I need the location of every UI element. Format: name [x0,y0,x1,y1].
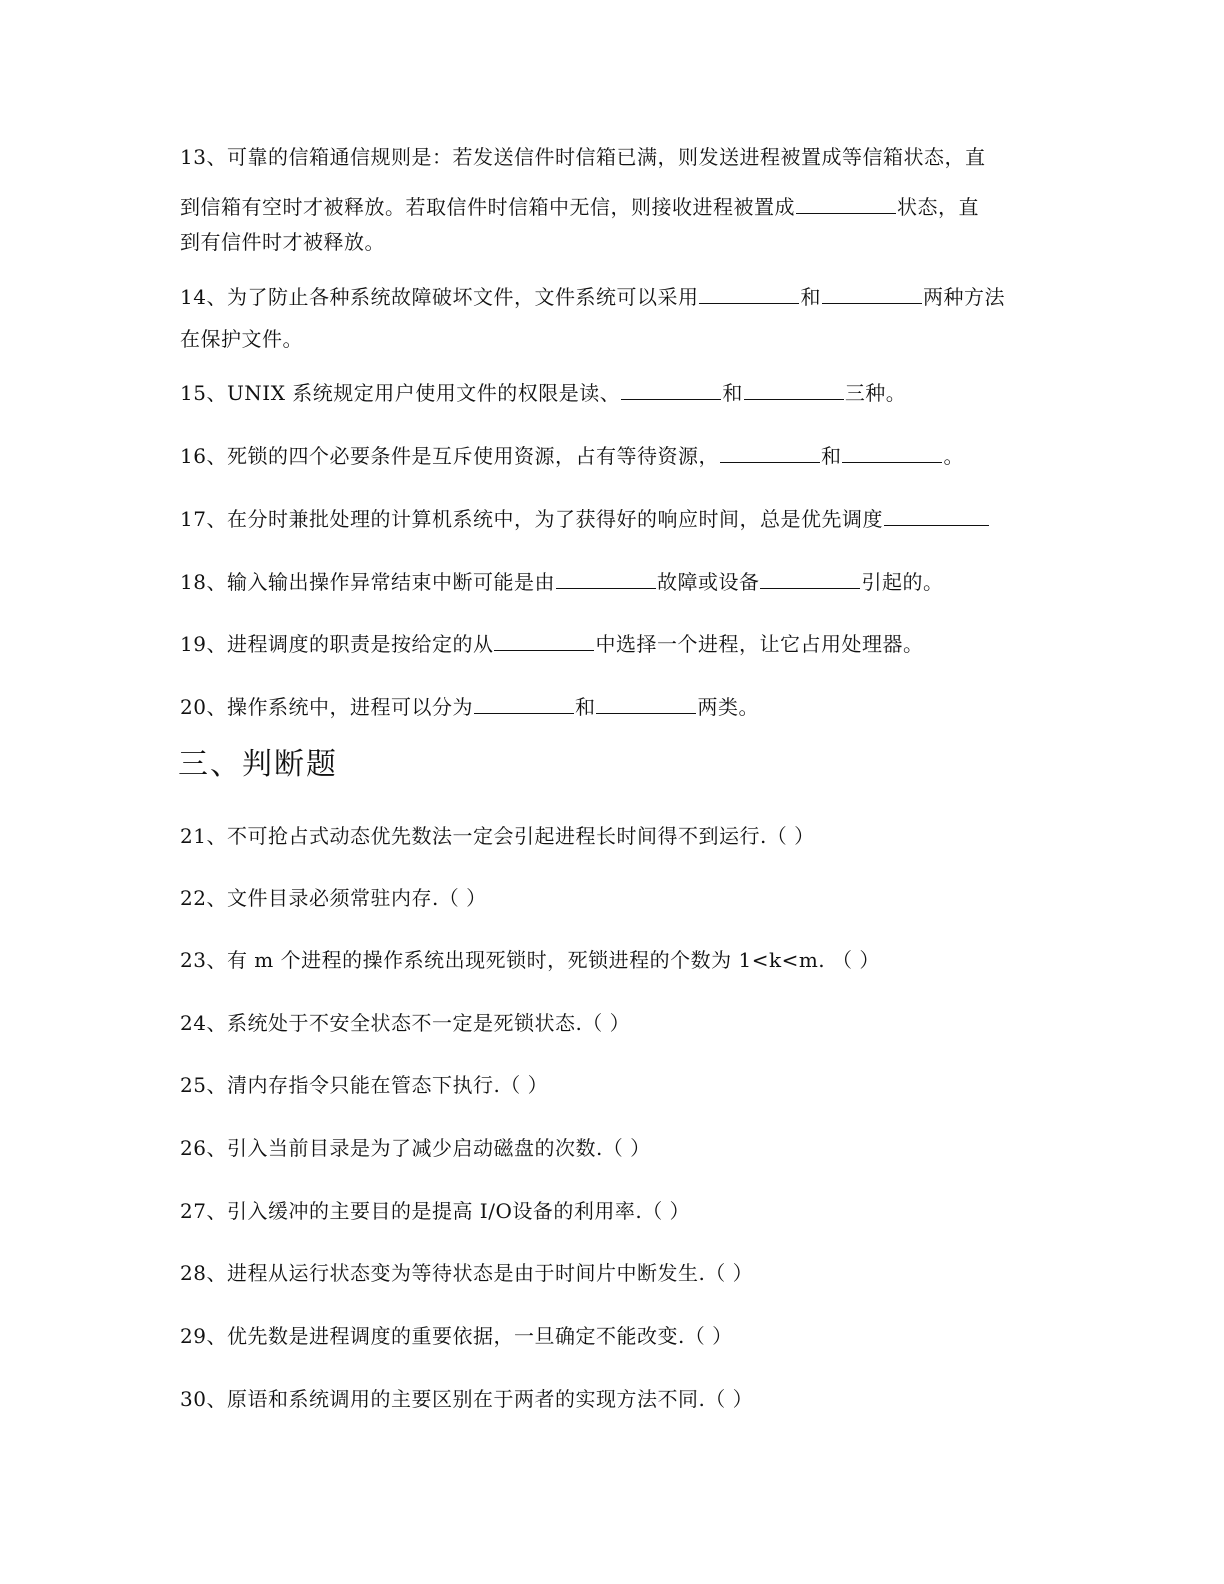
answer-blank[interactable] [621,377,721,400]
question-20 [180,691,759,721]
question-14-text-b: 和 [800,285,821,309]
question-17 [180,503,990,533]
answer-blank[interactable] [842,440,942,463]
question-20-text-b: 和 [574,695,596,719]
question-18-text-a: 18、输入输出操作异常结束中断可能是由 [180,570,555,594]
question-22: 22、文件目录必须常驻内存.（ ） [180,886,487,910]
question-13-text-3: 到有信件时才被释放。 [180,230,385,254]
answer-blank[interactable] [474,691,574,714]
question-18 [180,566,943,596]
answer-blank[interactable] [884,503,989,526]
question-29: 29、优先数是进程调度的重要依据，一旦确定不能改变.（ ） [180,1324,733,1348]
question-21: 21、不可抢占式动态优先数法一定会引起进程长时间得不到运行.（ ） [180,824,815,848]
answer-blank[interactable] [494,628,594,651]
question-13-text-2a: 到信箱有空时才被释放。若取信件时信箱中无信，则接收进程被置成 [180,195,795,219]
answer-blank[interactable] [760,566,860,589]
question-13-text-1: 13、可靠的信箱通信规则是：若发送信件时信箱已满，则发送进程被置成等信箱状态，直 [180,145,986,169]
question-13-line-2 [180,191,979,221]
question-30: 30、原语和系统调用的主要区别在于两者的实现方法不同.（ ） [180,1387,754,1411]
question-20-text-a: 20、操作系统中，进程可以分为 [180,695,473,719]
question-13-line-1 [180,143,985,171]
question-14-line-2 [180,325,303,353]
question-14-text-2: 在保护文件。 [180,327,303,351]
question-24: 24、系统处于不安全状态不一定是死锁状态.（ ） [180,1011,631,1035]
question-15-text-b: 和 [722,381,743,405]
question-19 [180,628,923,658]
question-16-text-c: 。 [943,444,964,468]
question-14-text-a: 14、为了防止各种系统故障破坏文件，文件系统可以采用 [180,285,699,309]
question-15-text-a: 15、UNIX 系统规定用户使用文件的权限是读、 [180,381,621,405]
question-20-text-c: 两类。 [697,695,759,719]
answer-blank[interactable] [699,281,799,304]
answer-blank[interactable] [744,377,844,400]
answer-blank[interactable] [596,691,696,714]
answer-blank[interactable] [720,440,820,463]
question-19-text-a: 19、进程调度的职责是按给定的从 [180,632,494,656]
question-13-text-2b: 状态，直 [897,195,979,219]
question-27: 27、引入缓冲的主要目的是提高 I/O设备的利用率.（ ） [180,1199,691,1223]
answer-blank[interactable] [556,566,656,589]
question-18-text-c: 引起的。 [861,570,944,594]
answer-blank[interactable] [822,281,922,304]
question-19-text-b: 中选择一个进程，让它占用处理器。 [595,632,924,656]
question-14-line-1 [180,281,1005,311]
question-16-text-a: 16、死锁的四个必要条件是互斥使用资源，占有等待资源， [180,444,719,468]
question-17-text-a: 17、在分时兼批处理的计算机系统中，为了获得好的响应时间，总是优先调度 [180,507,883,531]
question-23: 23、有 m 个进程的操作系统出现死锁时，死锁进程的个数为 1<k<m. （ ） [180,948,880,972]
question-15 [180,377,906,407]
section-heading: 三、判断题 [178,747,338,782]
question-18-text-b: 故障或设备 [656,570,760,594]
answer-blank[interactable] [796,191,896,214]
question-16-text-b: 和 [820,444,842,468]
question-13-line-3 [180,228,385,256]
question-28: 28、进程从运行状态变为等待状态是由于时间片中断发生.（ ） [180,1261,754,1285]
question-26: 26、引入当前目录是为了减少启动磁盘的次数.（ ） [180,1136,651,1160]
question-25: 25、清内存指令只能在管态下执行.（ ） [180,1073,549,1097]
question-16 [180,440,964,470]
question-15-text-c: 三种。 [844,381,907,405]
question-14-text-c: 两种方法 [922,285,1005,309]
